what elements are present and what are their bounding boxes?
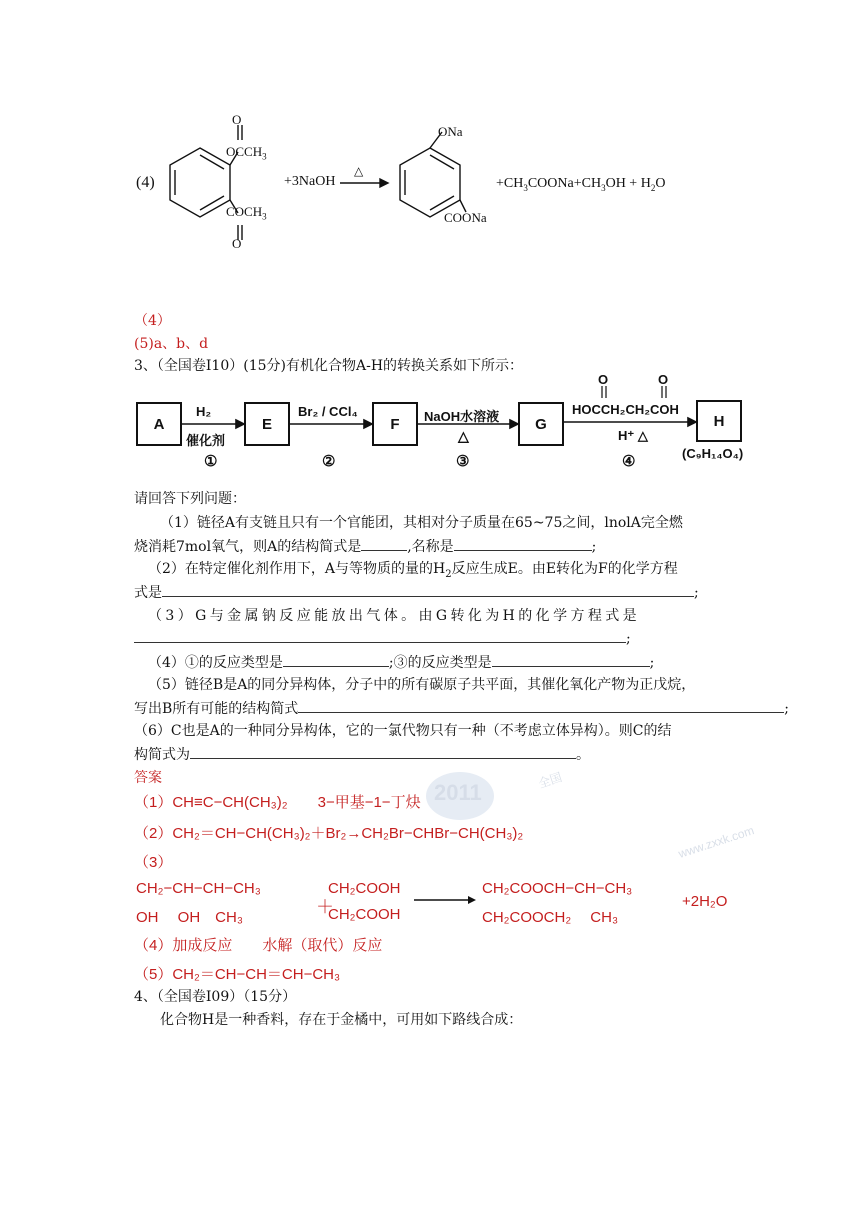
answer-4: （4）加成反应 水解（取代）反应 xyxy=(134,937,383,954)
q3-part2-line1: （2）在特定催化剂作用下，A与等物质的量的$H_2$反应生成E。由E转化为F的化学方程 xyxy=(148,561,678,580)
question-4-body: 化合物H是一种香料，存在于金橘中，可用如下路线合成： xyxy=(160,1012,523,1028)
compound-box-g: G xyxy=(518,402,564,446)
question-4-title: 4、（全国卷Ⅰ09）（15分） xyxy=(134,989,297,1005)
answer-blank[interactable] xyxy=(134,628,626,643)
arrow4-reagent: HOCCH₂CH₂COH xyxy=(572,402,679,417)
arrow2-reagent: Br₂ / CCl₄ xyxy=(298,404,358,419)
answer-3-reactant-top: CH₂−CH−CH−CH₃ xyxy=(136,880,261,897)
q3-part6-line2: 构简式为 。 xyxy=(134,744,590,765)
q3-part5-line1: （5）链径B是A的同分异构体，分子中的所有碳原子共平面，其催化氧化产物为正戊烷， xyxy=(148,677,696,693)
answer-1: （1）CH≡C−CH(CH₃)₂ 3−甲基−1−丁炔 xyxy=(134,794,421,811)
answer-blank[interactable] xyxy=(283,652,389,667)
arrow4-conditions: H⁺ △ xyxy=(618,428,648,443)
q3-part6-line1: （6）C也是A的一种同分异构体，它的一氯代物只有一种（不考虑立体异构）。则C的结 xyxy=(134,723,672,739)
answer-5: （5）CH₂＝CH−CH＝CH−CH₃ xyxy=(134,966,341,983)
q3-part1-line1: （1）链径A有支链且只有一个官能团，其相对分子质量在65~75之间，lnolA完全燃 xyxy=(160,515,683,531)
compound-box-a: A xyxy=(136,402,182,446)
answer-3-water: +2H₂O xyxy=(682,893,728,910)
answer-blank[interactable] xyxy=(492,652,650,667)
arrow1-catalyst: 催化剂 xyxy=(186,433,226,448)
product-top-group: ONa xyxy=(438,124,463,139)
answer-blank[interactable] xyxy=(190,744,576,759)
reaction-arrow xyxy=(412,890,478,910)
q3-part5-line2: 写出B所有可能的结构简式 ; xyxy=(134,698,789,719)
svg-text:全国: 全国 xyxy=(536,770,564,791)
arrow2-number: ② xyxy=(322,453,336,470)
question-3-title: 3、（全国卷Ⅰ10）(15分)有机化合物A-H的转换关系如下所示： xyxy=(134,358,524,374)
q3-part3-line1: （3）G与金属钠反应能放出气体。由G转化为H的化学方程式是 xyxy=(148,608,641,624)
compound-box-e: E xyxy=(244,402,290,446)
arrow1-number: ① xyxy=(204,453,218,470)
answer-3-product-top: CH₂COOCH−CH−CH₃ xyxy=(482,880,633,897)
q3-part2-line2: 式是 ; xyxy=(134,582,699,603)
answer-blank[interactable] xyxy=(454,536,592,551)
reactant-top-group: $OCCH_3$ xyxy=(226,144,267,162)
reagent: +3NaOH xyxy=(284,174,336,189)
svg-text:2011: 2011 xyxy=(434,780,482,805)
arrow3-number: ③ xyxy=(456,453,470,470)
svg-text:www.zxxk.com: www.zxxk.com xyxy=(676,823,756,861)
watermark-icon xyxy=(400,766,820,876)
question-intro: 请回答下列问题： xyxy=(134,491,246,507)
answer-3-plus: ＋ xyxy=(316,897,334,917)
arrow4-oxygen-2: O xyxy=(658,372,669,387)
arrow4-number: ④ xyxy=(622,453,636,470)
answer-3-reactant-bottom: OH OH CH₃ xyxy=(136,909,243,926)
compound-box-h: H xyxy=(696,400,742,442)
answer-blank[interactable] xyxy=(162,582,694,597)
answer-3-acid-top: CH₂COOH xyxy=(328,880,401,897)
product-bottom-group: COONa xyxy=(444,210,487,225)
reaction-label: (4) xyxy=(136,174,155,191)
compound-box-f: F xyxy=(372,402,418,446)
arrow1-reagent: H₂ xyxy=(196,404,212,419)
q3-part1-line2: 烧消耗7mol氧气，则A的结构简式是 ,名称是 ; xyxy=(134,536,596,557)
carbonyl-oxygen: O xyxy=(232,112,242,127)
arrow4-oxygen-1: O xyxy=(598,372,609,387)
answer-5: (5)a、b、d xyxy=(134,336,209,352)
answer-3-product-bottom: CH₂COOCH₂ CH₃ xyxy=(482,909,619,926)
answer-2: （2）CH₂＝CH−CH(CH₃)₂＋Br₂→CH₂Br−CHBr−CH(CH₃)₂ xyxy=(134,825,524,842)
answer-heading: 答案 xyxy=(134,769,162,785)
answer-4-label: （4） xyxy=(134,313,171,329)
q3-part4: （4）①的反应类型是 ;③的反应类型是 ; xyxy=(148,652,654,673)
arrow3-reagent: NaOH水溶液 xyxy=(424,409,500,424)
byproducts: $+CH_3COONa+CH_3OH + H_2O$ xyxy=(496,176,666,193)
arrow3-heat: △ xyxy=(458,428,469,444)
answer-blank[interactable] xyxy=(298,698,784,713)
answer-3-label: （3） xyxy=(134,854,173,871)
answer-3-acid-bottom: CH₂COOH xyxy=(328,906,401,923)
heat-condition: △ xyxy=(354,164,364,178)
answer-blank[interactable] xyxy=(361,536,407,551)
reactant-bottom-group: $COCH_3$ xyxy=(226,204,267,222)
h-formula: (C₉H₁₄O₄) xyxy=(682,446,744,461)
carbonyl-oxygen: O xyxy=(232,236,242,251)
q3-part3-line2: ; xyxy=(134,628,631,649)
